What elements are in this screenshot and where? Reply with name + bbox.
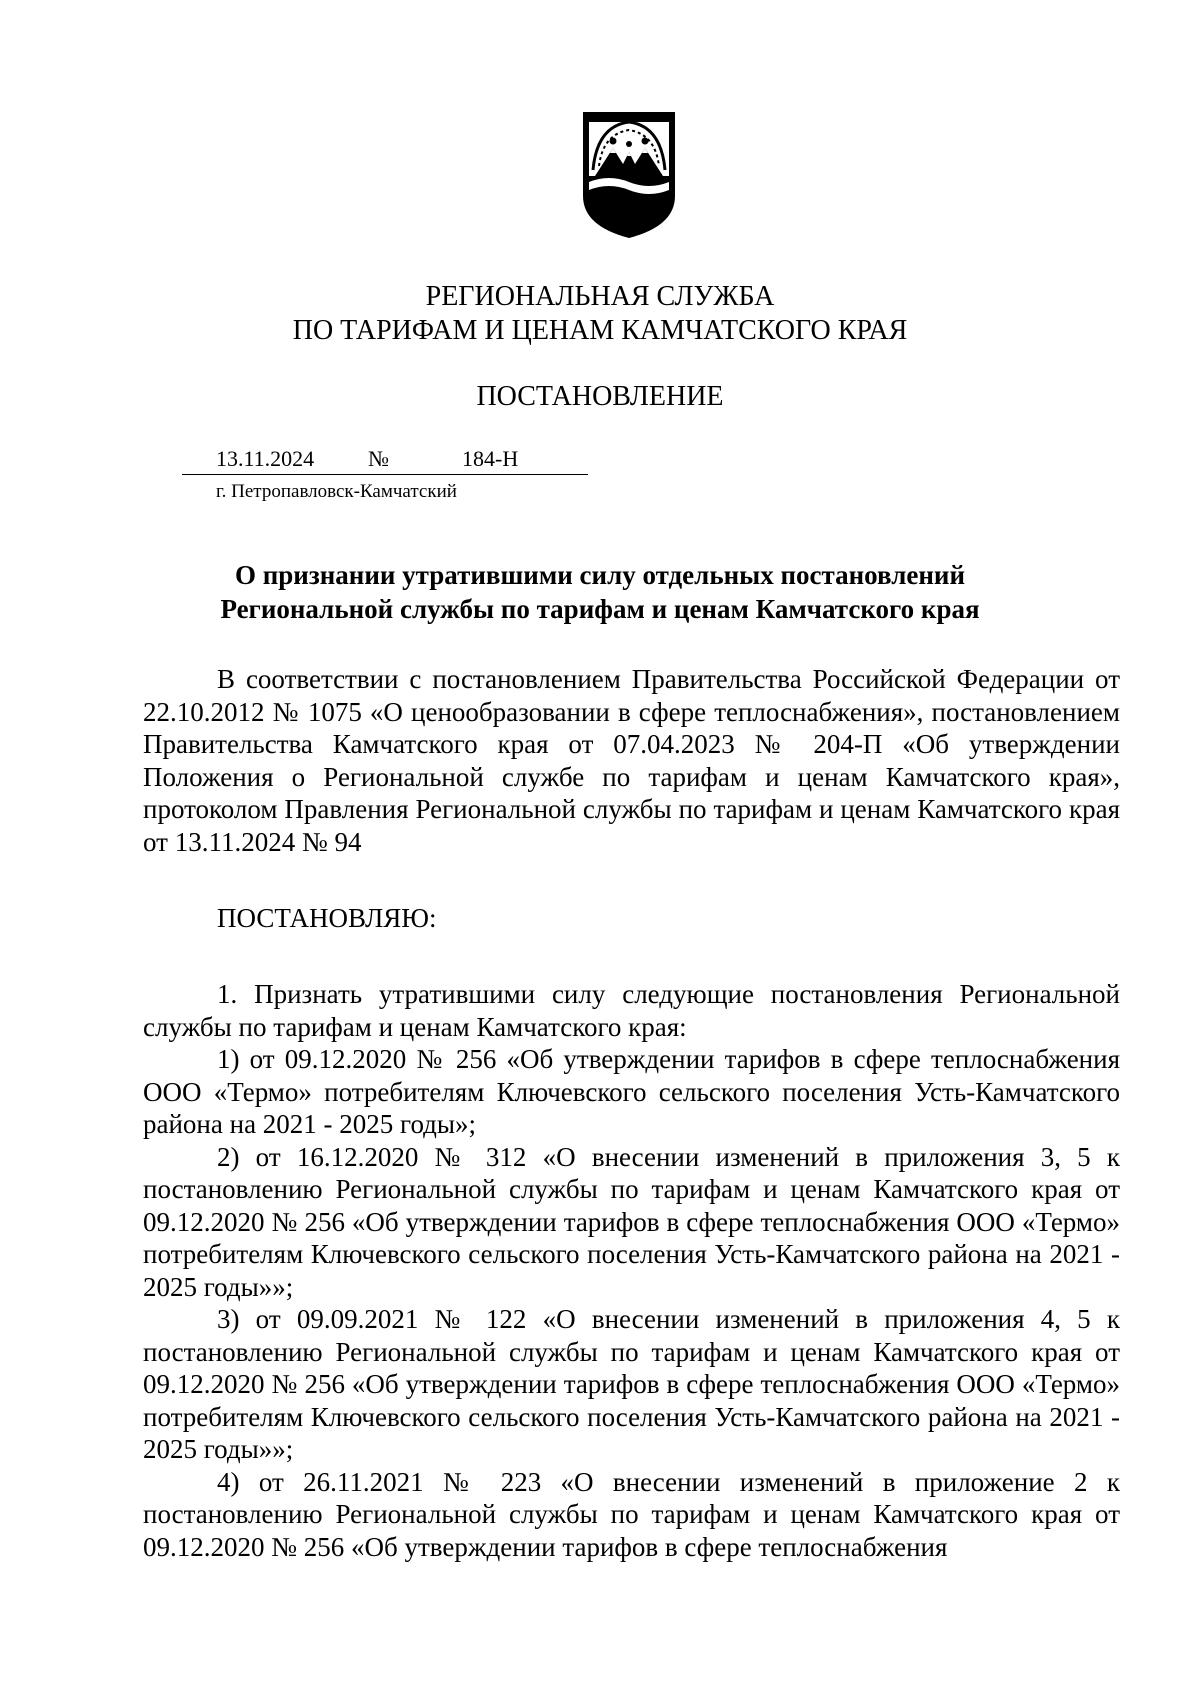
- document-city: г. Петропавловск-Камчатский: [216, 481, 457, 502]
- resolution-item: 3) от 09.09.2021 № 122 «О внесении изменений в приложения 4, 5 к постановлению Региональной службы по тарифам и ценам Камчатского края от 09.12.2020 № 256 «Об утверждении тарифов в сфере теплоснабжения ООО «Термо» потребителям Ключевского сельского поселения Усть-Камчатского района на 2021 - 2025 годы»»;: [143, 1304, 1120, 1464]
- document-subject: [0, 558, 1200, 626]
- organization-name-line2: ПО ТАРИФАМ И ЦЕНАМ КАМЧАТСКОГО КРАЯ: [292, 315, 908, 346]
- number-sign: №: [368, 446, 389, 471]
- date-number-row: [182, 446, 588, 475]
- resolution-item: 4) от 26.11.2021 № 223 «О внесении изменений в приложение 2 к постановлению Региональной службы по тарифам и ценам Камчатского края от 09.12.2020 № 256 «Об утверждении тарифов в сфере теплоснабжения: [143, 1466, 1120, 1562]
- subject-line1: О признании утратившими силу отдельных постановлений: [234, 560, 966, 590]
- preamble-paragraph: [143, 663, 1120, 858]
- resolve-heading: ПОСТАНОВЛЯЮ:: [217, 903, 437, 933]
- resolution-item: 1. Признать утратившими силу следующие постановления Региональной службы по тарифам и ценам Камчатского края:: [143, 979, 1120, 1042]
- organization-name-line1: РЕГИОНАЛЬНАЯ СЛУЖБА: [425, 281, 775, 312]
- resolution-item: 2) от 16.12.2020 № 312 «О внесении изменений в приложения 3, 5 к постановлению Региональной службы по тарифам и ценам Камчатского края от 09.12.2020 № 256 «Об утверждении тарифов в сфере теплоснабжения ООО «Термо» потребителям Ключевского сельского поселения Усть-Камчатского района на 2021 - 2025 годы»»;: [143, 1141, 1120, 1302]
- subject-line2: Региональной службы по тарифам и ценам Камчатского края: [220, 594, 980, 624]
- resolution-item: 1) от 09.12.2020 № 256 «Об утверждении тарифов в сфере теплоснабжения ООО «Термо» потребителям Ключевского сельского поселения Усть-Камчатского района на 2021 - 2025 годы»;: [143, 1044, 1120, 1139]
- document-type: ПОСТАНОВЛЕНИЕ: [476, 381, 724, 412]
- document-number: 184-Н: [462, 446, 519, 471]
- preamble-text: В соответствии с постановлением Правительства Российской Федерации от 22.10.2012 № 1075 «О ценообразовании в сфере теплоснабжения», постановлением Правительства Камчатского края от 07.04.2023 № 204-П «Об утверждении Положения о Региональной службе по тарифам и ценам Камчатского края», протоколом Правления Региональной службы по тарифам и ценам Камчатского края от 13.11.2024 № 94: [143, 664, 1120, 857]
- kamchatka-coat-of-arms-icon: [577, 108, 681, 240]
- resolution-items: [143, 978, 1120, 1563]
- document-date: 13.11.2024: [216, 446, 315, 471]
